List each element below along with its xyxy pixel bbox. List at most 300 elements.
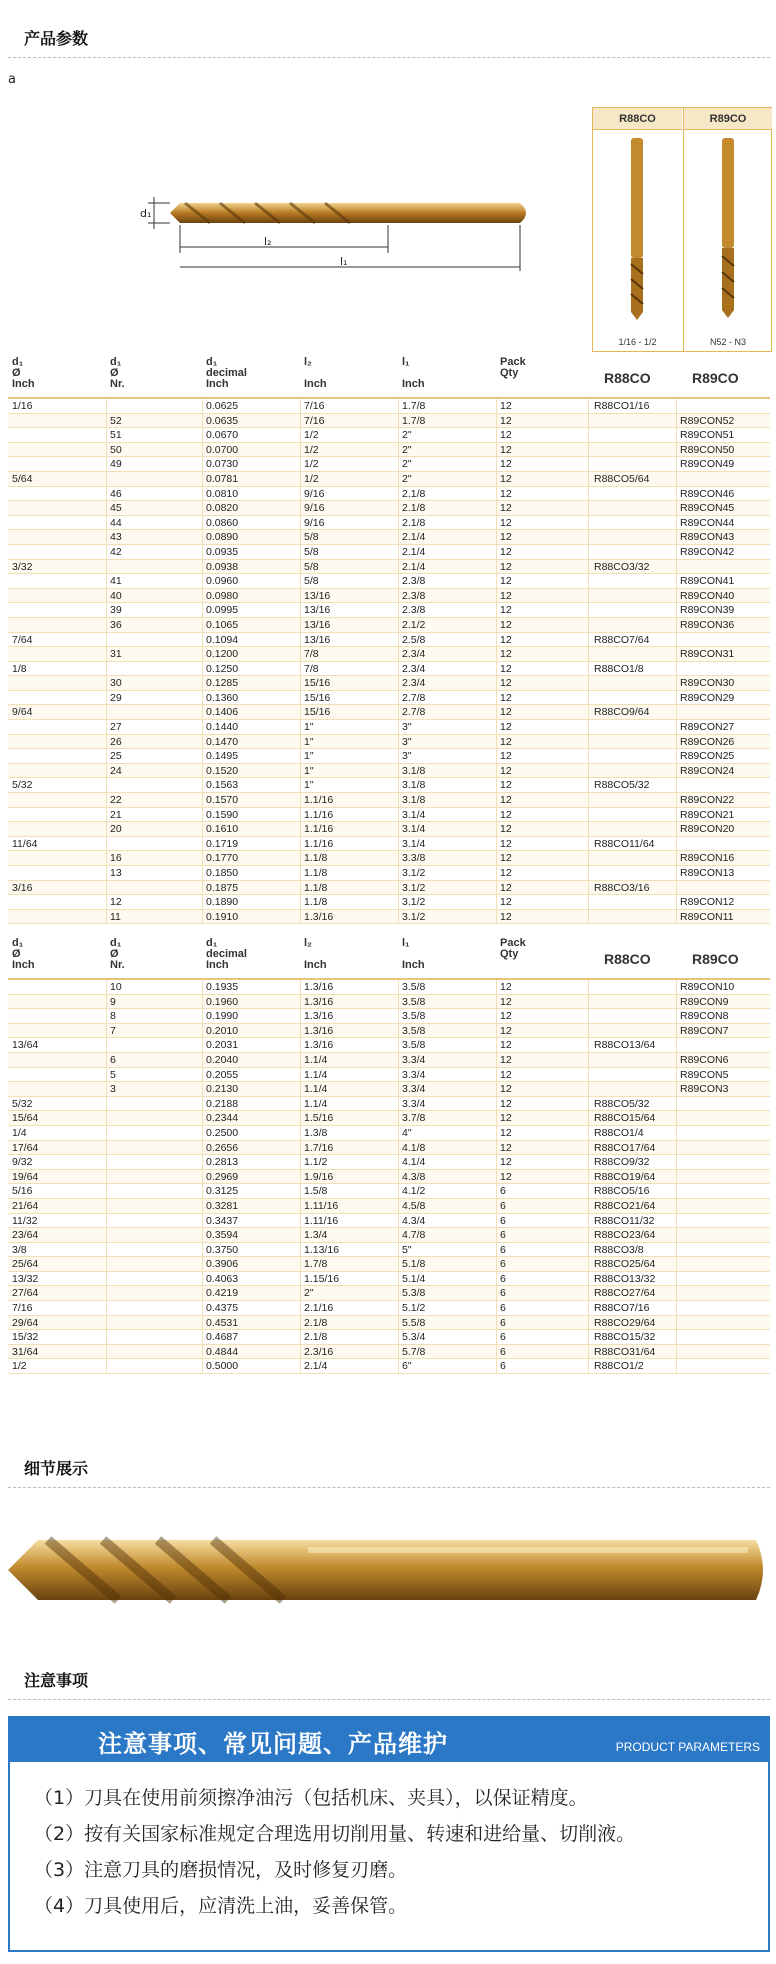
cell-pack-qty: 6 xyxy=(500,1360,506,1373)
cell-l1: 3.1/8 xyxy=(402,794,426,807)
cell-l1: 3.3/4 xyxy=(402,1083,426,1096)
cell-decimal: 0.2010 xyxy=(206,1024,239,1037)
cell-decimal: 0.2969 xyxy=(206,1170,239,1183)
cell-d1-nr: 3 xyxy=(110,1083,116,1096)
cell-r89co: R89CON45 xyxy=(680,502,735,515)
cell-d1-nr: 43 xyxy=(110,531,122,544)
section-header-detail xyxy=(8,1456,770,1488)
table-row xyxy=(8,866,770,881)
cell-pack-qty: 12 xyxy=(500,1112,512,1125)
table-row xyxy=(8,428,770,443)
col-header-d1-decimal: d₁ decimal Inch xyxy=(206,937,247,971)
cell-l2: 1.3/16 xyxy=(304,1024,334,1037)
cell-r89co: R89CON16 xyxy=(680,852,735,865)
cell-l1: 3.5/8 xyxy=(402,995,426,1008)
cell-d1-nr: 36 xyxy=(110,618,122,631)
cell-l1: 3.1/2 xyxy=(402,910,426,923)
cell-pack-qty: 12 xyxy=(500,794,512,807)
cell-l2: 7/8 xyxy=(304,648,319,661)
cell-pack-qty: 6 xyxy=(500,1214,506,1227)
table-row xyxy=(8,1126,770,1141)
cell-r88co: R88CO5/64 xyxy=(594,472,650,485)
cell-l2: 1/2 xyxy=(304,429,319,442)
cell-pack-qty: 12 xyxy=(500,910,512,923)
cell-r88co: R88CO3/32 xyxy=(594,560,650,573)
notice-item: （1）刀具在使用前须擦净油污（包括机床、夹具），以保证精度。 xyxy=(34,1787,588,1809)
cell-l1: 2.1/4 xyxy=(402,531,426,544)
cell-decimal: 0.2188 xyxy=(206,1097,239,1110)
cell-l1: 3.1/8 xyxy=(402,764,426,777)
col-header-l1: l₁ Inch xyxy=(402,356,425,390)
cell-d1-nr: 51 xyxy=(110,429,122,442)
cell-decimal: 0.1935 xyxy=(206,981,239,993)
cell-l2: 1.1/8 xyxy=(304,852,328,865)
cell-pack-qty: 12 xyxy=(500,721,512,734)
cell-l1: 2.3/4 xyxy=(402,677,426,690)
dim-l2-label: l₂ xyxy=(264,235,272,248)
table-row xyxy=(8,1359,770,1374)
cell-l2: 1.1/8 xyxy=(304,881,328,894)
cell-l1: 2.1/4 xyxy=(402,545,426,558)
cell-decimal: 0.4687 xyxy=(206,1331,239,1344)
cell-decimal: 0.1406 xyxy=(206,706,239,719)
cell-pack-qty: 12 xyxy=(500,1068,512,1081)
spec-table-1 xyxy=(8,357,770,924)
cell-pack-qty: 12 xyxy=(500,502,512,515)
cell-l2: 13/16 xyxy=(304,633,331,646)
cell-d1-inch: 21/64 xyxy=(12,1199,39,1212)
cell-l2: 1.3/16 xyxy=(304,981,334,993)
cell-r89co: R89CON10 xyxy=(680,981,735,993)
column-divider xyxy=(106,399,107,924)
cell-d1-inch: 15/32 xyxy=(12,1331,39,1344)
cell-d1-inch: 15/64 xyxy=(12,1112,39,1125)
table-row xyxy=(8,618,770,633)
cell-d1-nr: 16 xyxy=(110,852,122,865)
col-header-l2: l₂ Inch xyxy=(304,937,327,971)
cell-r88co: R88CO5/32 xyxy=(594,1097,650,1110)
cell-l2: 1.1/2 xyxy=(304,1156,328,1169)
cell-l2: 1/2 xyxy=(304,472,319,485)
drill-body xyxy=(170,203,526,223)
table-row xyxy=(8,735,770,750)
cell-l1: 3" xyxy=(402,735,412,748)
cell-decimal: 0.1719 xyxy=(206,837,239,850)
cell-l2: 1/2 xyxy=(304,443,319,456)
cell-decimal: 0.1094 xyxy=(206,633,239,646)
col-header-l2: l₂ Inch xyxy=(304,356,327,390)
table-row xyxy=(8,472,770,487)
table-row xyxy=(8,1141,770,1156)
cell-r89co: R89CON42 xyxy=(680,545,735,558)
column-divider xyxy=(496,399,497,924)
column-divider xyxy=(300,980,301,1374)
cell-d1-nr: 25 xyxy=(110,750,122,763)
table-row xyxy=(8,691,770,706)
cell-pack-qty: 12 xyxy=(500,414,512,427)
cell-r89co: R89CON20 xyxy=(680,823,735,836)
cell-decimal: 0.1990 xyxy=(206,1010,239,1023)
cell-l2: 1.3/4 xyxy=(304,1229,328,1242)
table-row xyxy=(8,837,770,852)
cell-l2: 1.5/16 xyxy=(304,1112,334,1125)
cell-l1: 2.1/8 xyxy=(402,487,426,500)
section-divider xyxy=(8,57,770,58)
cell-decimal: 0.3594 xyxy=(206,1229,239,1242)
cell-pack-qty: 12 xyxy=(500,995,512,1008)
cell-d1-inch: 7/64 xyxy=(12,633,33,646)
cell-l1: 2" xyxy=(402,429,412,442)
table-row xyxy=(8,764,770,779)
cell-d1-nr: 44 xyxy=(110,516,122,529)
cell-l2: 1.7/8 xyxy=(304,1258,328,1271)
cell-decimal: 0.2055 xyxy=(206,1068,239,1081)
cell-d1-nr: 20 xyxy=(110,823,122,836)
cell-l1: 3.5/8 xyxy=(402,981,426,993)
cell-l2: 1.1/16 xyxy=(304,794,334,807)
cell-l1: 2.7/8 xyxy=(402,706,426,719)
cell-l2: 1.15/16 xyxy=(304,1272,340,1285)
cell-l1: 3" xyxy=(402,721,412,734)
cell-d1-inch: 5/32 xyxy=(12,779,33,792)
cell-pack-qty: 6 xyxy=(500,1287,506,1300)
cell-r89co: R89CON31 xyxy=(680,648,735,661)
table-row xyxy=(8,1038,770,1053)
cell-l2: 1" xyxy=(304,764,314,777)
cell-pack-qty: 6 xyxy=(500,1345,506,1358)
cell-decimal: 0.2500 xyxy=(206,1126,239,1139)
cell-pack-qty: 6 xyxy=(500,1185,506,1198)
cell-l2: 1" xyxy=(304,750,314,763)
cell-l2: 1" xyxy=(304,779,314,792)
cell-r89co: R89CON6 xyxy=(680,1053,729,1066)
cell-r88co: R88CO15/32 xyxy=(594,1331,656,1344)
section-title-params: 产品参数 xyxy=(24,29,89,48)
cell-r88co: R88CO21/64 xyxy=(594,1199,656,1212)
cell-pack-qty: 12 xyxy=(500,691,512,704)
cell-l1: 2" xyxy=(402,472,412,485)
cell-l2: 2.1/8 xyxy=(304,1316,328,1329)
table-row xyxy=(8,603,770,618)
cell-r88co: R88CO19/64 xyxy=(594,1170,656,1183)
cell-l1: 2.3/4 xyxy=(402,648,426,661)
cell-l1: 4.3/8 xyxy=(402,1170,426,1183)
cell-r88co: R88CO13/32 xyxy=(594,1272,656,1285)
cell-r89co: R89CON5 xyxy=(680,1068,729,1081)
cell-r89co: R89CON36 xyxy=(680,618,735,631)
cell-r89co: R89CON9 xyxy=(680,995,729,1008)
cell-decimal: 0.2130 xyxy=(206,1083,239,1096)
cell-l1: 2.1/4 xyxy=(402,560,426,573)
variant-r89co-range: N52 - N3 xyxy=(709,337,746,347)
column-divider xyxy=(676,980,677,1374)
column-divider xyxy=(496,980,497,1374)
cell-l1: 2.1/2 xyxy=(402,618,426,631)
dim-l1-label: l₁ xyxy=(340,255,348,268)
cell-pack-qty: 12 xyxy=(500,837,512,850)
cell-d1-nr: 46 xyxy=(110,487,122,500)
cell-l2: 1.1/16 xyxy=(304,823,334,836)
cell-d1-inch: 11/32 xyxy=(12,1214,38,1227)
cell-pack-qty: 6 xyxy=(500,1331,506,1344)
notice-item: （4）刀具使用后，应清洗上油，妥善保管。 xyxy=(34,1895,408,1917)
cell-decimal: 0.3906 xyxy=(206,1258,239,1271)
cell-l1: 3.3/4 xyxy=(402,1053,426,1066)
cell-decimal: 0.0938 xyxy=(206,560,239,573)
cell-decimal: 0.1440 xyxy=(206,721,239,734)
cell-pack-qty: 12 xyxy=(500,545,512,558)
table-row xyxy=(8,995,770,1010)
cell-l2: 2.1/4 xyxy=(304,1360,328,1373)
cell-l1: 2" xyxy=(402,443,412,456)
cell-r89co: R89CON11 xyxy=(680,910,734,923)
cell-pack-qty: 12 xyxy=(500,867,512,879)
variant-r89co-title: R89CO xyxy=(684,108,772,130)
cell-l1: 3.1/2 xyxy=(402,896,426,909)
cell-r88co: R88CO1/8 xyxy=(594,662,644,675)
notice-banner-title: 注意事项、常见问题、产品维护 xyxy=(98,1730,448,1758)
cell-r88co: R88CO1/2 xyxy=(594,1360,644,1373)
cell-pack-qty: 6 xyxy=(500,1272,506,1285)
cell-pack-qty: 12 xyxy=(500,808,512,821)
col-header-l1: l₁ Inch xyxy=(402,937,425,971)
table-row xyxy=(8,1053,770,1068)
col-header-d1-inch: d₁ Ø Inch xyxy=(12,356,35,390)
cell-decimal: 0.2656 xyxy=(206,1141,239,1154)
cell-l2: 1.1/4 xyxy=(304,1068,328,1081)
cell-d1-inch: 7/16 xyxy=(12,1302,33,1315)
drill-dimension-drawing xyxy=(140,175,560,285)
table-row xyxy=(8,895,770,910)
cell-d1-inch: 13/64 xyxy=(12,1039,39,1052)
notice-panel xyxy=(8,1716,770,1952)
cell-r89co: R89CON21 xyxy=(680,808,735,821)
column-divider xyxy=(300,399,301,924)
cell-l1: 3.7/8 xyxy=(402,1112,426,1125)
cell-decimal: 0.1360 xyxy=(206,691,239,704)
table-row xyxy=(8,808,770,823)
spec-table-1-body xyxy=(8,399,770,924)
cell-r89co: R89CON51 xyxy=(680,429,735,442)
cell-l2: 1.13/16 xyxy=(304,1243,340,1256)
table-row xyxy=(8,1082,770,1097)
cell-r89co: R89CON39 xyxy=(680,604,735,617)
cell-d1-inch: 3/8 xyxy=(12,1243,27,1256)
cell-d1-inch: 5/32 xyxy=(12,1097,33,1110)
cell-pack-qty: 12 xyxy=(500,575,512,588)
cell-l1: 2.3/8 xyxy=(402,589,426,602)
cell-decimal: 0.1570 xyxy=(206,794,239,807)
cell-decimal: 0.0995 xyxy=(206,604,239,617)
cell-l1: 4.1/2 xyxy=(402,1185,426,1198)
cell-r88co: R88CO1/16 xyxy=(594,400,650,412)
cell-l1: 3" xyxy=(402,750,412,763)
cell-decimal: 0.0670 xyxy=(206,429,239,442)
cell-pack-qty: 12 xyxy=(500,458,512,471)
cell-d1-inch: 3/32 xyxy=(12,560,33,573)
cell-decimal: 0.0781 xyxy=(206,472,239,485)
cell-pack-qty: 12 xyxy=(500,472,512,485)
cell-pack-qty: 6 xyxy=(500,1229,506,1242)
cell-pack-qty: 6 xyxy=(500,1199,506,1212)
cell-l2: 1.11/16 xyxy=(304,1214,339,1227)
cell-l2: 5/8 xyxy=(304,575,319,588)
cell-r88co: R88CO25/64 xyxy=(594,1258,656,1271)
cell-r89co: R89CON52 xyxy=(680,414,735,427)
cell-pack-qty: 12 xyxy=(500,443,512,456)
cell-d1-nr: 42 xyxy=(110,545,122,558)
cell-d1-nr: 11 xyxy=(110,910,121,923)
cell-pack-qty: 12 xyxy=(500,1156,512,1169)
cell-r88co: R88CO13/64 xyxy=(594,1039,656,1052)
cell-l1: 2.3/8 xyxy=(402,604,426,617)
col-header-d1-decimal: d₁ decimal Inch xyxy=(206,356,247,390)
cell-l1: 3.1/2 xyxy=(402,867,426,879)
cell-decimal: 0.2031 xyxy=(206,1039,239,1052)
cell-pack-qty: 12 xyxy=(500,1170,512,1183)
cell-r89co: R89CON8 xyxy=(680,1010,729,1023)
cell-l1: 4.1/4 xyxy=(402,1156,426,1169)
cell-decimal: 0.1495 xyxy=(206,750,239,763)
cell-d1-nr: 12 xyxy=(110,896,122,909)
variant-r88co xyxy=(593,108,682,351)
cell-decimal: 0.3437 xyxy=(206,1214,239,1227)
cell-r88co: R88CO17/64 xyxy=(594,1141,656,1154)
notice-banner-subtitle: PRODUCT PARAMETERS xyxy=(615,1740,760,1754)
cell-d1-nr: 29 xyxy=(110,691,122,704)
cell-r89co: R89CON44 xyxy=(680,516,735,529)
cell-l1: 6" xyxy=(402,1360,412,1373)
cell-pack-qty: 12 xyxy=(500,735,512,748)
table-row xyxy=(8,633,770,648)
col-header-d1-nr: d₁ Ø Nr. xyxy=(110,356,125,390)
cell-l1: 5.7/8 xyxy=(402,1345,426,1358)
cell-r89co: R89CON30 xyxy=(680,677,735,690)
cell-l1: 3.1/8 xyxy=(402,779,426,792)
cell-d1-inch: 3/16 xyxy=(12,881,33,894)
cell-pack-qty: 12 xyxy=(500,1010,512,1023)
cell-decimal: 0.2040 xyxy=(206,1053,239,1066)
cell-pack-qty: 12 xyxy=(500,881,512,894)
cell-pack-qty: 12 xyxy=(500,1083,512,1096)
table-row xyxy=(8,457,770,472)
cell-pack-qty: 12 xyxy=(500,604,512,617)
cell-d1-inch: 9/32 xyxy=(12,1156,33,1169)
notice-item: （3）注意刀具的磨损情况，及时修复刃磨。 xyxy=(34,1859,408,1881)
cell-d1-nr: 7 xyxy=(110,1024,116,1037)
cell-l2: 1.1/16 xyxy=(304,808,334,821)
cell-l1: 4.3/4 xyxy=(402,1214,426,1227)
spec-table-2 xyxy=(8,938,770,1374)
cell-pack-qty: 12 xyxy=(500,1141,512,1154)
cell-l2: 5/8 xyxy=(304,545,319,558)
cell-d1-nr: 40 xyxy=(110,589,122,602)
table-row xyxy=(8,1024,770,1039)
cell-r89co: R89CON29 xyxy=(680,691,735,704)
col-header-r88co: R88CO xyxy=(604,951,651,967)
cell-pack-qty: 6 xyxy=(500,1316,506,1329)
cell-l1: 4.7/8 xyxy=(402,1229,426,1242)
table-row xyxy=(8,851,770,866)
cell-d1-inch: 5/64 xyxy=(12,472,33,485)
cell-r89co: R89CON46 xyxy=(680,487,735,500)
cell-d1-inch: 1/16 xyxy=(12,400,33,412)
cell-d1-nr: 9 xyxy=(110,995,116,1008)
cell-d1-inch: 25/64 xyxy=(12,1258,39,1271)
cell-r88co: R88CO29/64 xyxy=(594,1316,656,1329)
notice-list xyxy=(10,1762,768,1942)
cell-pack-qty: 12 xyxy=(500,487,512,500)
variant-r89co xyxy=(683,108,772,351)
cell-l1: 3.5/8 xyxy=(402,1010,426,1023)
table-row xyxy=(8,1243,770,1258)
col-header-r89co: R89CO xyxy=(692,370,739,386)
table-row xyxy=(8,1228,770,1243)
cell-l1: 5.3/4 xyxy=(402,1331,426,1344)
cell-l1: 3.3/4 xyxy=(402,1097,426,1110)
cell-r88co: R88CO23/64 xyxy=(594,1229,656,1242)
cell-l1: 1.7/8 xyxy=(402,400,426,412)
cell-l1: 2.5/8 xyxy=(402,633,426,646)
cell-l2: 1.3/16 xyxy=(304,910,334,923)
cell-decimal: 0.4219 xyxy=(206,1287,239,1300)
cell-l1: 5.3/8 xyxy=(402,1287,426,1300)
table-row xyxy=(8,705,770,720)
column-divider xyxy=(202,399,203,924)
cell-l2: 2" xyxy=(304,1287,314,1300)
cell-r88co: R88CO3/16 xyxy=(594,881,650,894)
cell-pack-qty: 12 xyxy=(500,1097,512,1110)
column-divider xyxy=(398,399,399,924)
cell-l2: 1.3/8 xyxy=(304,1126,328,1139)
cell-r89co: R89CON25 xyxy=(680,750,735,763)
variant-r88co-range: 1/16 - 1/2 xyxy=(618,337,657,347)
table-row xyxy=(8,676,770,691)
cell-pack-qty: 12 xyxy=(500,852,512,865)
cell-pack-qty: 12 xyxy=(500,677,512,690)
cell-l1: 3.1/4 xyxy=(402,808,426,821)
stray-text: a xyxy=(8,72,16,87)
cell-r89co: R89CON26 xyxy=(680,735,735,748)
cell-decimal: 0.0820 xyxy=(206,502,239,515)
cell-decimal: 0.0635 xyxy=(206,414,239,427)
table-row xyxy=(8,749,770,764)
cell-d1-nr: 27 xyxy=(110,721,122,734)
cell-decimal: 0.4063 xyxy=(206,1272,239,1285)
cell-l1: 3.3/4 xyxy=(402,1068,426,1081)
cell-d1-nr: 41 xyxy=(110,575,122,588)
cell-decimal: 0.1890 xyxy=(206,896,239,909)
cell-decimal: 0.3750 xyxy=(206,1243,239,1256)
table-row xyxy=(8,574,770,589)
cell-decimal: 0.4844 xyxy=(206,1345,239,1358)
variants-box xyxy=(592,107,772,352)
table-row xyxy=(8,1330,770,1345)
cell-decimal: 0.0730 xyxy=(206,458,239,471)
cell-d1-inch: 29/64 xyxy=(12,1316,39,1329)
cell-l2: 1.7/16 xyxy=(304,1141,334,1154)
notice-banner xyxy=(10,1718,768,1762)
cell-r89co: R89CON24 xyxy=(680,764,735,777)
cell-pack-qty: 12 xyxy=(500,516,512,529)
cell-d1-nr: 30 xyxy=(110,677,122,690)
cell-r88co: R88CO3/8 xyxy=(594,1243,644,1256)
cell-l2: 1.9/16 xyxy=(304,1170,334,1183)
cell-decimal: 0.0980 xyxy=(206,589,239,602)
cell-l2: 5/8 xyxy=(304,560,319,573)
cell-r88co: R88CO5/16 xyxy=(594,1185,650,1198)
cell-decimal: 0.1960 xyxy=(206,995,239,1008)
